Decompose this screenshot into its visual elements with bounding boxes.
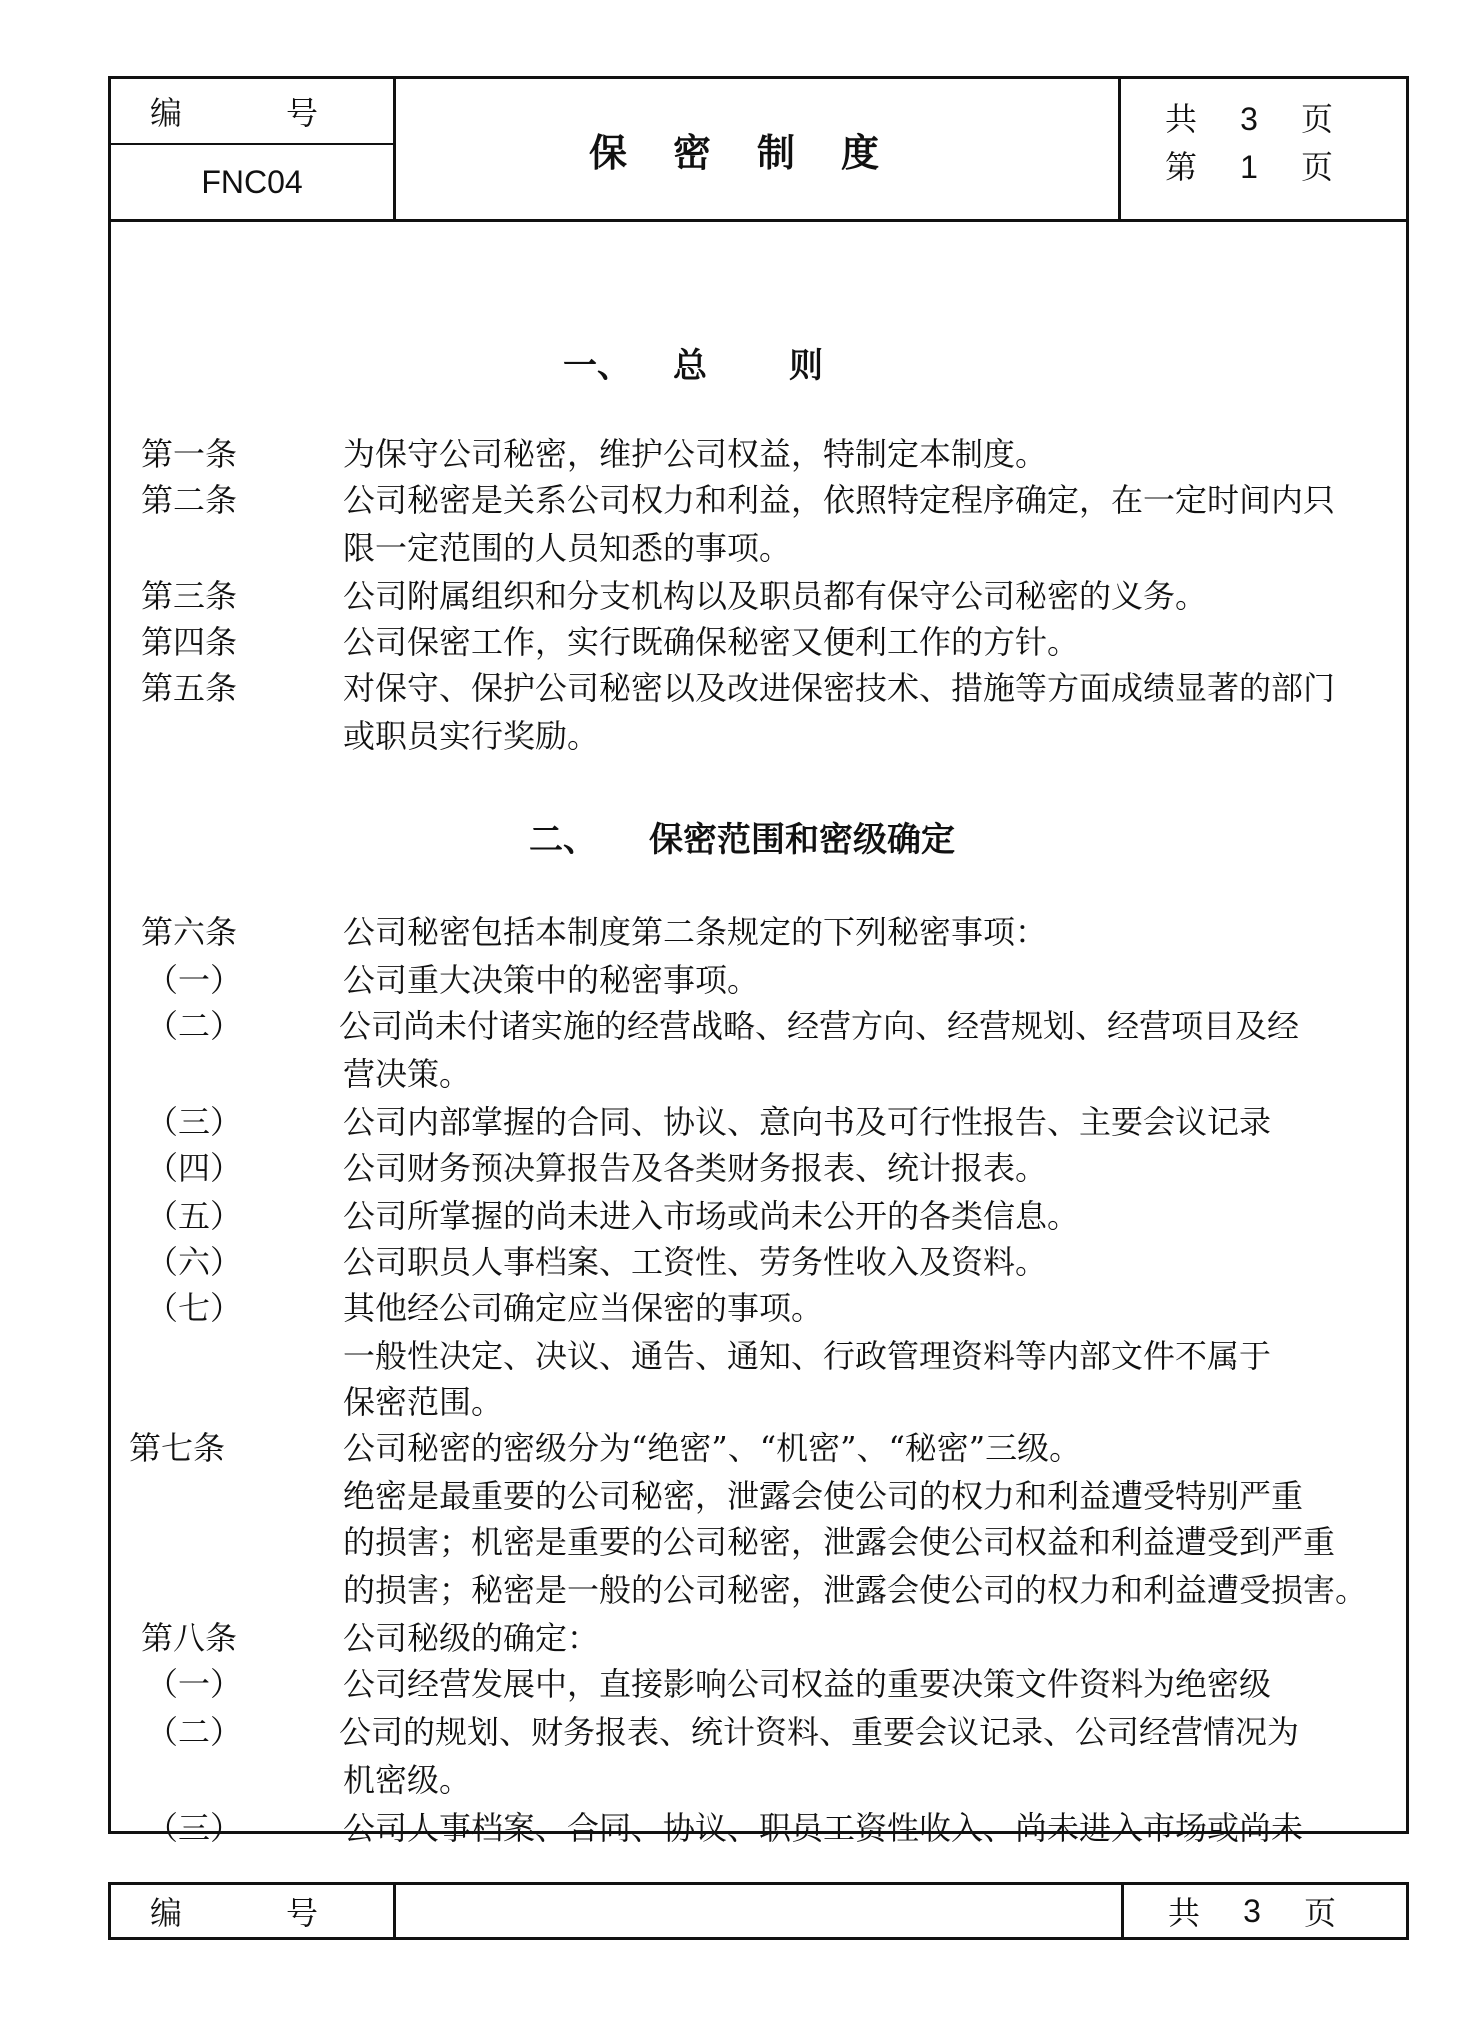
- section-1-num: 一、: [563, 346, 631, 386]
- article-text: 的损害；秘密是一般的公司秘密，泄露会使公司的权力和利益遭受损害。: [343, 1571, 1368, 1609]
- section-1-title: 总 则: [673, 346, 847, 386]
- article-label: 第八条: [141, 1619, 238, 1657]
- article-text: 公司重大决策中的秘密事项。: [343, 961, 760, 999]
- article-text: 公司保密工作，实行既确保秘密又便利工作的方针。: [343, 623, 1080, 661]
- article-text: 公司秘级的确定：: [343, 1619, 600, 1657]
- article-label: （二）: [146, 1713, 243, 1751]
- total-pages: 3: [1240, 101, 1258, 137]
- code-label: 编 号: [111, 79, 393, 145]
- article-text: 营决策。: [343, 1055, 472, 1093]
- code-cell: [111, 79, 396, 219]
- article-label: （七）: [146, 1289, 243, 1327]
- current-prefix: 第: [1165, 148, 1198, 186]
- footer-page-info: [1121, 1885, 1406, 1937]
- article-text: 为保守公司秘密，维护公司权益，特制定本制度。: [343, 435, 1048, 473]
- article-text: 或职员实行奖励。: [343, 717, 600, 755]
- page-info: [1121, 79, 1406, 219]
- article-text: 机密级。: [343, 1761, 472, 1799]
- article-label: 第二条: [141, 481, 238, 519]
- footer-total-prefix: 共: [1168, 1894, 1201, 1932]
- article-label: （六）: [146, 1243, 243, 1281]
- footer-total-pages: 3: [1243, 1892, 1261, 1929]
- total-prefix: 共: [1165, 100, 1198, 138]
- page-unit-2: 页: [1301, 148, 1334, 186]
- total-pages-row: [1165, 95, 1406, 143]
- article-label: （二）: [146, 1007, 243, 1045]
- article-text: 的损害；机密是重要的公司秘密，泄露会使公司权益和利益遭受到严重: [343, 1523, 1336, 1561]
- article-label: 第一条: [141, 435, 238, 473]
- next-page-header: [108, 1882, 1409, 1940]
- section-2-title: 保密范围和密级确定: [649, 820, 955, 860]
- article-label: （五）: [146, 1197, 243, 1235]
- article-label: （一）: [146, 1665, 243, 1703]
- article-text: 公司所掌握的尚未进入市场或尚未公开的各类信息。: [343, 1197, 1080, 1235]
- article-text: 公司财务预决算报告及各类财务报表、统计报表。: [343, 1149, 1048, 1187]
- article-text: 公司人事档案、合同、协议、职员工资性收入、尚未进入市场或尚未: [343, 1809, 1304, 1847]
- article-text: 公司附属组织和分支机构以及职员都有保守公司秘密的义务。: [343, 577, 1208, 615]
- article-text: 公司秘密包括本制度第二条规定的下列秘密事项：: [343, 913, 1048, 951]
- article-label: 第五条: [141, 669, 238, 707]
- current-page: 1: [1240, 149, 1258, 185]
- article-label: （三）: [146, 1809, 243, 1847]
- footer-page-unit: 页: [1304, 1894, 1337, 1932]
- article-text: 公司经营发展中，直接影响公司权益的重要决策文件资料为绝密级: [343, 1665, 1272, 1703]
- article-text: 公司职员人事档案、工资性、劳务性收入及资料。: [343, 1243, 1048, 1281]
- article-label: （一）: [146, 961, 243, 999]
- article-text: 公司尚未付诸实施的经营战略、经营方向、经营规划、经营项目及经: [339, 1007, 1300, 1045]
- document-title: 保密制度: [396, 79, 1121, 219]
- section-2-num: 二、: [529, 820, 597, 860]
- footer-code-label: 编 号: [111, 1885, 396, 1937]
- article-text: 保密范围。: [343, 1383, 504, 1421]
- article-text: 公司的规划、财务报表、统计资料、重要会议记录、公司经营情况为: [339, 1713, 1300, 1751]
- article-label: （四）: [146, 1149, 243, 1187]
- article-label: 第七条: [129, 1429, 226, 1467]
- article-text: 绝密是最重要的公司秘密，泄露会使公司的权力和利益遭受特别严重: [343, 1477, 1304, 1515]
- article-text: 一般性决定、决议、通告、通知、行政管理资料等内部文件不属于: [343, 1337, 1272, 1375]
- article-text: 公司秘密是关系公司权力和利益，依照特定程序确定，在一定时间内只: [343, 481, 1336, 519]
- page-unit: 页: [1301, 100, 1334, 138]
- article-label: 第六条: [141, 913, 238, 951]
- code-value: FNC04: [201, 163, 303, 200]
- document-frame: [108, 76, 1409, 1847]
- article-label: 第三条: [141, 577, 238, 615]
- article-label: 第四条: [141, 623, 238, 661]
- article-text: 限一定范围的人员知悉的事项。: [343, 529, 792, 567]
- article-text: 公司秘密的密级分为“绝密”、“机密”、“秘密”三级。: [343, 1429, 1082, 1467]
- article-label: （三）: [146, 1103, 243, 1141]
- article-text: 公司内部掌握的合同、协议、意向书及可行性报告、主要会议记录: [343, 1103, 1272, 1141]
- article-text: 其他经公司确定应当保密的事项。: [343, 1289, 824, 1327]
- article-text: 对保守、保护公司秘密以及改进保密技术、措施等方面成绩显著的部门: [343, 669, 1336, 707]
- current-page-row: [1165, 143, 1406, 191]
- document-header: [111, 79, 1406, 222]
